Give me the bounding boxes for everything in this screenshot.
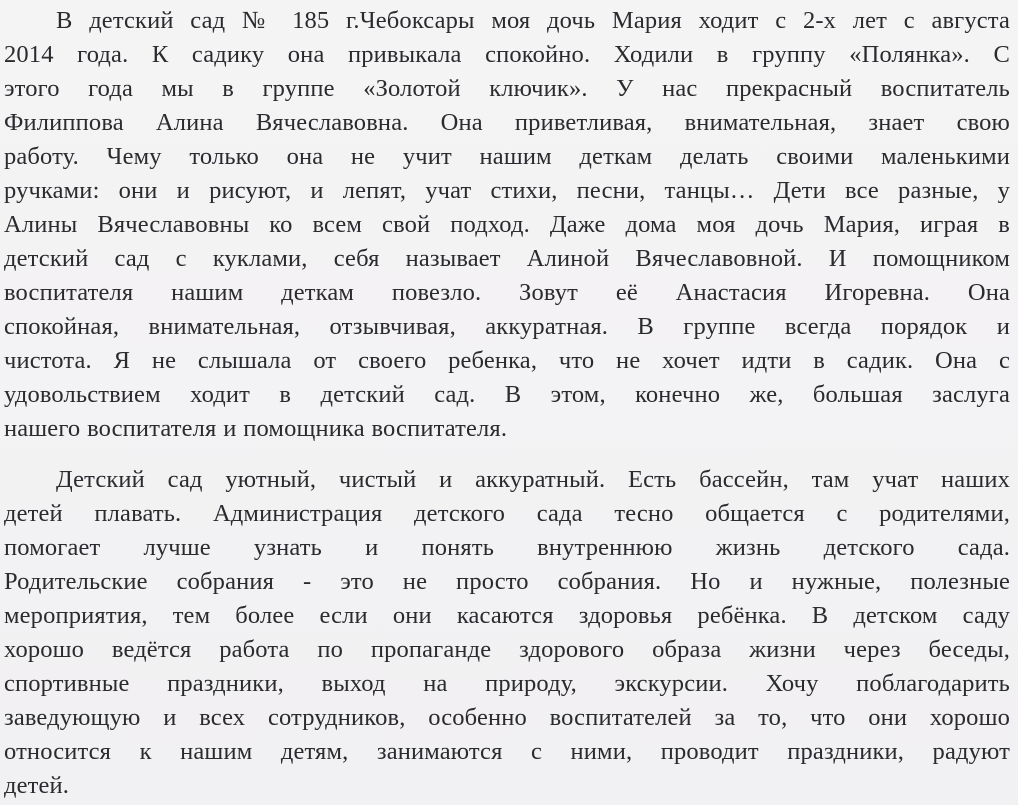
text-line: Алины Вячеславовны ко всем свой подход. Даже дома моя дочь Мария, играя в: [4, 211, 1010, 238]
text-line: 2014 года. К садику она привыкала спокойно. Ходили в группу «Полянка». С: [4, 41, 1010, 68]
text-line: детей плавать. Администрация детского сада тесно общается с родителями,: [4, 500, 1010, 527]
text-line: нашего воспитателя и помощника воспитателя.: [4, 415, 508, 442]
text-line: ручками: они и рисуют, и лепят, учат стихи, песни, танцы… Дети все разные, у: [4, 177, 1010, 204]
text-line: заведующую и всех сотрудников, особенно воспитателей за то, что они хорошо: [4, 704, 1010, 731]
text-line: спокойная, внимательная, отзывчивая, аккуратная. В группе всегда порядок и: [4, 313, 1010, 340]
paragraph-2: [4, 463, 1010, 803]
text-line: Родительские собрания - это не просто собрания. Но и нужные, полезные: [4, 568, 1010, 595]
text-line: Детский сад уютный, чистый и аккуратный. Есть бассейн, там учат наших: [56, 466, 1010, 493]
text-line: мероприятия, тем более если они касаются здоровья ребёнка. В детском саду: [4, 602, 1010, 629]
text-line: детский сад с куклами, себя называет Алиной Вячеславовной. И помощником: [4, 245, 1010, 272]
text-line: В детский сад № 185 г.Чебоксары моя дочь Мария ходит с 2-х лет с августа: [56, 7, 1010, 34]
text-line: удовольствием ходит в детский сад. В этом, конечно же, большая заслуга: [4, 381, 1010, 408]
text-line: детей.: [4, 772, 70, 799]
text-line: помогает лучше узнать и понять внутреннюю жизнь детского сада.: [4, 534, 1010, 561]
text-line: воспитателя нашим деткам повезло. Зовут её Анастасия Игоревна. Она: [4, 279, 1010, 306]
text-line: спортивные праздники, выход на природу, экскурсии. Хочу поблагодарить: [4, 670, 1010, 697]
text-line: чистота. Я не слышала от своего ребенка, что не хочет идти в садик. Она с: [4, 347, 1010, 374]
paragraph-1: [4, 4, 1010, 446]
text-line: работу. Чему только она не учит нашим деткам делать своими маленькими: [4, 143, 1010, 170]
text-line: этого года мы в группе «Золотой ключик». У нас прекрасный воспитатель: [4, 75, 1010, 102]
text-line: Филиппова Алина Вячеславовна. Она приветливая, внимательная, знает свою: [4, 109, 1010, 136]
text-line: хорошо ведётся работа по пропаганде здорового образа жизни через беседы,: [4, 636, 1010, 663]
text-line: относится к нашим детям, занимаются с ними, проводит праздники, радуют: [4, 738, 1010, 765]
